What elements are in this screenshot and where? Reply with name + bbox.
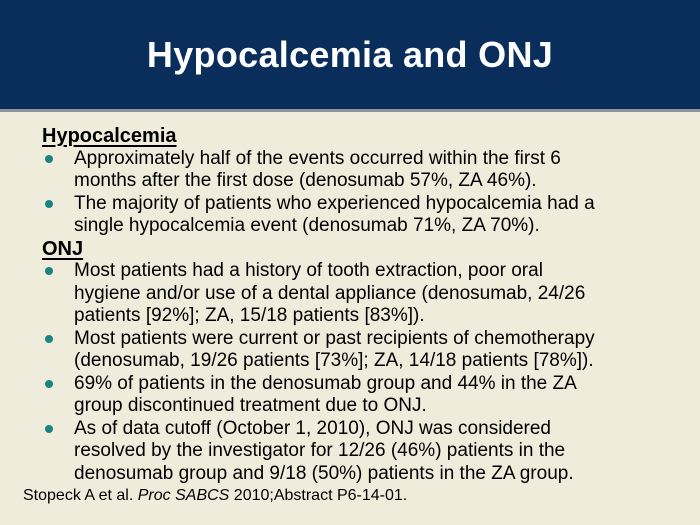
bullet-icon bbox=[45, 200, 53, 208]
bullet-line: Most patients had a history of tooth extraction, poor oral bbox=[74, 260, 543, 281]
bullet-text bbox=[74, 260, 585, 328]
citation-suffix: 2010;Abstract P6-14-01. bbox=[229, 487, 408, 504]
bullet-item bbox=[42, 418, 680, 486]
bullet-line: As of data cutoff (October 1, 2010), ONJ was considered bbox=[74, 417, 552, 439]
bullet-icon bbox=[45, 425, 53, 433]
bullet-icon bbox=[45, 155, 53, 163]
bullet-icon bbox=[45, 380, 53, 388]
bullet-line: single hypocalcemia event (denosumab 71%, ZA 70%). bbox=[74, 215, 540, 236]
citation-journal: Proc SABCS bbox=[137, 487, 230, 504]
bullet-icon bbox=[45, 267, 53, 275]
bullet-item bbox=[42, 373, 680, 418]
bullet-line: Approximately half of the events occurred within the first 6 bbox=[74, 147, 561, 169]
bullet-text bbox=[74, 373, 577, 418]
slide-title: Hypocalcemia and ONJ bbox=[146, 33, 554, 75]
slide-header bbox=[0, 0, 700, 112]
bullet-text bbox=[74, 193, 595, 238]
citation bbox=[23, 487, 700, 505]
bullet-line: group discontinued treatment due to ONJ. bbox=[74, 395, 427, 416]
bullet-line: resolved by the investigator for 12/26 (46%) patients in the bbox=[74, 440, 566, 461]
bullet-line: (denosumab, 19/26 patients [73%]; ZA, 14/18 patients [78%]). bbox=[74, 350, 594, 371]
bullet-item bbox=[42, 260, 680, 328]
section-heading-hypocalcemia: Hypocalcemia bbox=[42, 125, 177, 147]
bullet-item bbox=[42, 328, 680, 373]
bullet-line: denosumab group and 9/18 (50%) patients in the ZA group. bbox=[74, 462, 574, 484]
bullet-line: Most patients were current or past recipients of chemotherapy bbox=[74, 327, 595, 349]
bullet-line: The majority of patients who experienced hypocalcemia had a bbox=[74, 192, 595, 214]
bullet-text bbox=[74, 148, 561, 193]
citation-prefix: Stopeck A et al. bbox=[23, 487, 138, 504]
bullet-line: 69% of patients in the denosumab group and 44% in the ZA bbox=[74, 372, 577, 394]
bullet-item bbox=[42, 148, 680, 193]
bullet-line: months after the first dose (denosumab 57%, ZA 46%). bbox=[74, 170, 537, 191]
section-heading-onj: ONJ bbox=[42, 237, 84, 260]
onj-bullet-list bbox=[42, 260, 680, 485]
bullet-text bbox=[74, 418, 574, 486]
bullet-text bbox=[74, 328, 595, 373]
bullet-line: hygiene and/or use of a dental appliance (denosumab, 24/26 bbox=[74, 282, 586, 304]
bullet-line: patients [92%]; ZA, 15/18 patients [83%]). bbox=[74, 305, 425, 326]
hypocalcemia-bullet-list bbox=[42, 148, 680, 238]
bullet-icon bbox=[45, 335, 53, 343]
slide-body bbox=[0, 112, 700, 485]
bullet-item bbox=[42, 193, 680, 238]
